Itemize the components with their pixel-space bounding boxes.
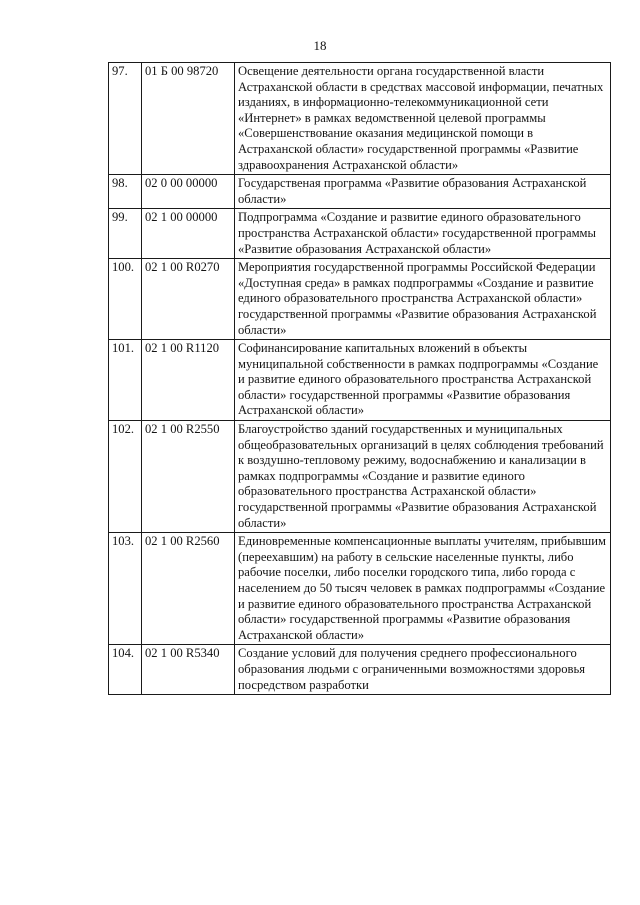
row-number: 98.	[109, 175, 142, 209]
row-description: Создание условий для получения среднего профессионального образования людьми с ограниченными возможностями здоровья посредством разработки	[235, 645, 611, 695]
row-code: 02 1 00 R2550	[142, 421, 235, 533]
table-row	[109, 421, 611, 533]
row-code: 01 Б 00 98720	[142, 63, 235, 175]
row-description: Единовременные компенсационные выплаты учителям, прибывшим (переехавшим) на работу в сельские населенные пункты, либо рабочие поселки, либо поселки городского типа, либо города с населением до 50 тысяч человек в рамках подпрограммы «Создание и развитие единого образовательного пространства Астраханской области» государственной программы «Развитие образования Астраханской области»	[235, 533, 611, 645]
row-number: 99.	[109, 209, 142, 259]
row-description: Благоустройство зданий государственных и муниципальных общеобразовательных организаций в целях соблюдения требований к воздушно-тепловому режиму, водоснабжению и канализации в рамках подпрограммы «Создание и развитие единого образовательного пространства Астраханской области» государственной программы «Развитие образования Астраханской области»	[235, 421, 611, 533]
table-row	[109, 209, 611, 259]
row-code: 02 1 00 R0270	[142, 259, 235, 340]
row-number: 103.	[109, 533, 142, 645]
row-number: 97.	[109, 63, 142, 175]
row-description: Софинансирование капитальных вложений в объекты муниципальной собственности в рамках подпрограммы «Создание и развитие единого образовательного пространства Астраханской области» государственной программы «Развитие образования Астраханской области»	[235, 340, 611, 421]
row-code: 02 1 00 00000	[142, 209, 235, 259]
row-code: 02 1 00 R5340	[142, 645, 235, 695]
table-row	[109, 259, 611, 340]
row-description: Государственая программа «Развитие образования Астраханской области»	[235, 175, 611, 209]
row-code: 02 1 00 R2560	[142, 533, 235, 645]
page-number: 18	[313, 38, 327, 53]
classification-table	[108, 62, 611, 695]
row-description: Мероприятия государственной программы Российской Федерации «Доступная среда» в рамках подпрограммы «Создание и развитие единого образовательного пространства Астраханской области» государственной программы «Развитие образования Астраханской области»	[235, 259, 611, 340]
row-code: 02 0 00 00000	[142, 175, 235, 209]
table-row	[109, 533, 611, 645]
table-row	[109, 63, 611, 175]
row-description: Подпрограмма «Создание и развитие единого образовательного пространства Астраханской области» государственной программы «Развитие образования Астраханской области»	[235, 209, 611, 259]
table-row	[109, 340, 611, 421]
row-number: 101.	[109, 340, 142, 421]
table-row	[109, 175, 611, 209]
row-number: 100.	[109, 259, 142, 340]
row-code: 02 1 00 R1120	[142, 340, 235, 421]
table-row	[109, 645, 611, 695]
row-description: Освещение деятельности органа государственной власти Астраханской области в средствах массовой информации, печатных изданиях, в информационно-телекоммуникационной сети «Интернет» в рамках ведомственной целевой программы «Совершенствование оказания медицинской помощи в Астраханской области» государственной программы «Развитие здравоохранения Астраханской области»	[235, 63, 611, 175]
row-number: 102.	[109, 421, 142, 533]
row-number: 104.	[109, 645, 142, 695]
